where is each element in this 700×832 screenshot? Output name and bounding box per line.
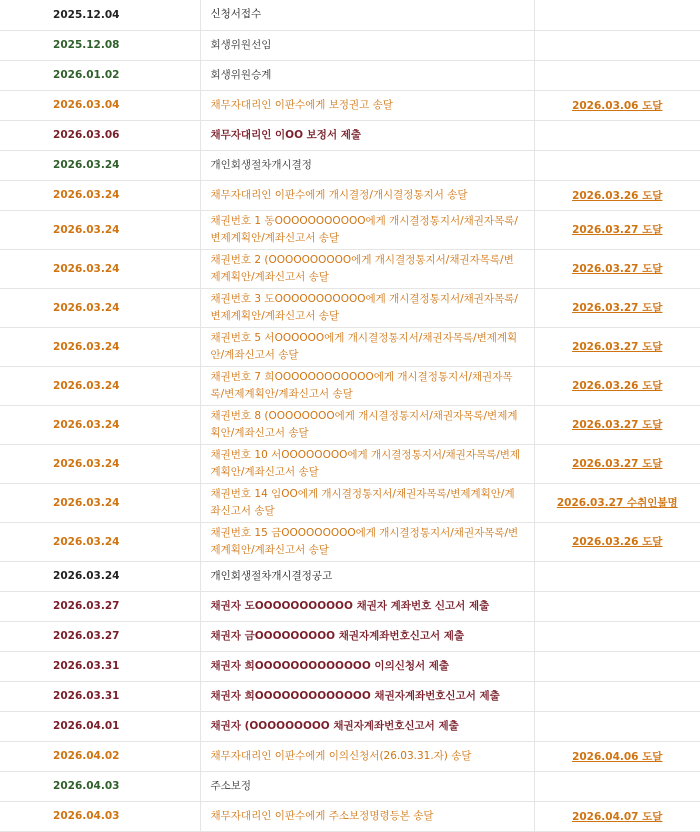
row-date: 2026.04.01	[0, 711, 200, 741]
row-description: 채무자대리인 이판수에게 주소보정명령등본 송달	[200, 801, 534, 831]
row-date: 2026.03.24	[0, 366, 200, 405]
row-date: 2026.03.24	[0, 327, 200, 366]
row-result-cell	[534, 366, 700, 405]
delivery-result-link[interactable]: 2026.03.27 수취인불명	[556, 497, 678, 509]
row-description: 채무자대리인 이OO 보정서 제출	[200, 120, 534, 150]
row-result-cell	[534, 150, 700, 180]
row-date: 2025.12.08	[0, 30, 200, 60]
table-row	[0, 366, 700, 405]
row-description: 채권자 (OOOOOOOOO 채권자계좌번호신고서 제출	[200, 711, 534, 741]
row-description: 채무자대리인 이판수에게 이의신청서(26.03.31.자) 송달	[200, 741, 534, 771]
row-date: 2026.03.24	[0, 483, 200, 522]
row-description: 채무자대리인 이판수에게 보정권고 송달	[200, 90, 534, 120]
row-description: 채권번호 10 서OOOOOOOO에게 개시결정통지서/채권자목록/변제계획안/계좌신고서 송달	[200, 444, 534, 483]
row-result-cell	[534, 522, 700, 561]
table-row	[0, 651, 700, 681]
table-row	[0, 711, 700, 741]
row-description: 채권번호 1 동OOOOOOOOOOO에게 개시결정통지서/채권자목록/변제계획안/계좌신고서 송달	[200, 210, 534, 249]
row-description: 개인회생절차개시결정	[200, 150, 534, 180]
row-result-cell	[534, 180, 700, 210]
table-row	[0, 150, 700, 180]
row-result-cell	[534, 681, 700, 711]
row-description: 채권자 금OOOOOOOOO 채권자계좌번호신고서 제출	[200, 621, 534, 651]
row-date: 2026.03.24	[0, 405, 200, 444]
row-result-cell	[534, 30, 700, 60]
row-date: 2026.03.24	[0, 522, 200, 561]
table-row	[0, 90, 700, 120]
row-date: 2026.03.24	[0, 210, 200, 249]
row-description: 회생위원선임	[200, 30, 534, 60]
row-date: 2026.03.24	[0, 249, 200, 288]
row-description: 채권자 도OOOOOOOOOOO 채권자 계좌번호 신고서 제출	[200, 591, 534, 621]
delivery-result-link[interactable]: 2026.03.26 도달	[572, 189, 663, 202]
row-description: 주소보정	[200, 771, 534, 801]
row-result-cell	[534, 210, 700, 249]
row-result-cell	[534, 591, 700, 621]
row-result-cell	[534, 60, 700, 90]
row-date: 2026.03.27	[0, 621, 200, 651]
table-row	[0, 444, 700, 483]
row-description: 채권번호 8 (OOOOOOOO에게 개시결정통지서/채권자목록/변제계획안/계좌신고서 송달	[200, 405, 534, 444]
table-row	[0, 483, 700, 522]
table-row	[0, 288, 700, 327]
row-description: 개인회생절차개시결정공고	[200, 561, 534, 591]
row-description: 채권번호 3 도OOOOOOOOOOO에게 개시결정통지서/채권자목록/변제계획안/계좌신고서 송달	[200, 288, 534, 327]
table-row	[0, 591, 700, 621]
row-date: 2025.12.04	[0, 0, 200, 30]
delivery-result-link[interactable]: 2026.03.27 도달	[572, 419, 663, 431]
table-row	[0, 561, 700, 591]
delivery-result-link[interactable]: 2026.03.27 도달	[572, 263, 663, 275]
row-description: 채권번호 2 (OOOOOOOOOO에게 개시결정통지서/채권자목록/변제계획안/계좌신고서 송달	[200, 249, 534, 288]
row-date: 2026.03.24	[0, 150, 200, 180]
table-row	[0, 180, 700, 210]
table-row	[0, 621, 700, 651]
row-date: 2026.03.24	[0, 561, 200, 591]
row-result-cell	[534, 120, 700, 150]
delivery-result-link[interactable]: 2026.03.27 도달	[572, 302, 663, 314]
table-row	[0, 120, 700, 150]
delivery-result-link[interactable]: 2026.03.27 도달	[572, 341, 663, 353]
row-description: 채권번호 14 임OO에게 개시결정통지서/채권자목록/변제계획안/계좌신고서 송달	[200, 483, 534, 522]
row-result-cell	[534, 621, 700, 651]
row-description: 채권번호 7 희OOOOOOOOOOOO에게 개시결정통지서/채권자목록/변제계획안/계좌신고서 송달	[200, 366, 534, 405]
table-row	[0, 522, 700, 561]
row-date: 2026.03.24	[0, 444, 200, 483]
row-result-cell	[534, 771, 700, 801]
row-date: 2026.04.02	[0, 741, 200, 771]
delivery-result-link[interactable]: 2026.03.26 도달	[572, 380, 663, 392]
delivery-result-link[interactable]: 2026.03.27 도달	[572, 458, 663, 470]
row-result-cell	[534, 0, 700, 30]
row-date: 2026.03.24	[0, 180, 200, 210]
row-description: 채권번호 5 서OOOOOO에게 개시결정통지서/채권자목록/변제계획안/계좌신고서 송달	[200, 327, 534, 366]
row-result-cell	[534, 288, 700, 327]
table-row	[0, 0, 700, 30]
row-description: 신청서접수	[200, 0, 534, 30]
row-description: 회생위원승계	[200, 60, 534, 90]
row-date: 2026.04.03	[0, 771, 200, 801]
row-date: 2026.03.04	[0, 90, 200, 120]
delivery-result-link[interactable]: 2026.03.26 도달	[572, 536, 663, 548]
row-result-cell	[534, 561, 700, 591]
table-row	[0, 210, 700, 249]
table-row	[0, 405, 700, 444]
row-date: 2026.03.24	[0, 288, 200, 327]
row-description: 채권자 희OOOOOOOOOOOOO 이의신청서 제출	[200, 651, 534, 681]
table-row	[0, 60, 700, 90]
row-date: 2026.03.06	[0, 120, 200, 150]
row-result-cell	[534, 711, 700, 741]
row-date: 2026.03.31	[0, 651, 200, 681]
row-date: 2026.04.03	[0, 801, 200, 831]
delivery-result-link[interactable]: 2026.03.06 도달	[572, 99, 663, 112]
row-result-cell	[534, 249, 700, 288]
table-row	[0, 771, 700, 801]
row-description: 채권자 희OOOOOOOOOOOOO 채권자계좌번호신고서 제출	[200, 681, 534, 711]
delivery-result-link[interactable]: 2026.03.27 도달	[572, 224, 663, 236]
row-result-cell	[534, 801, 700, 831]
row-result-cell	[534, 483, 700, 522]
table-row	[0, 801, 700, 831]
row-result-cell	[534, 741, 700, 771]
row-result-cell	[534, 651, 700, 681]
row-description: 채무자대리인 이판수에게 개시결정/개시결정통지서 송달	[200, 180, 534, 210]
row-date: 2026.03.31	[0, 681, 200, 711]
row-result-cell	[534, 327, 700, 366]
row-date: 2026.01.02	[0, 60, 200, 90]
delivery-result-link[interactable]: 2026.04.07 도달	[572, 810, 663, 823]
row-result-cell	[534, 405, 700, 444]
table-row	[0, 30, 700, 60]
table-row	[0, 327, 700, 366]
table-row	[0, 741, 700, 771]
delivery-result-link[interactable]: 2026.04.06 도달	[572, 750, 663, 763]
row-result-cell	[534, 90, 700, 120]
table-row	[0, 249, 700, 288]
table-row	[0, 681, 700, 711]
row-date: 2026.03.27	[0, 591, 200, 621]
row-result-cell	[534, 444, 700, 483]
row-description: 채권번호 15 금OOOOOOOOO에게 개시결정통지서/채권자목록/변제계획안/계좌신고서 송달	[200, 522, 534, 561]
